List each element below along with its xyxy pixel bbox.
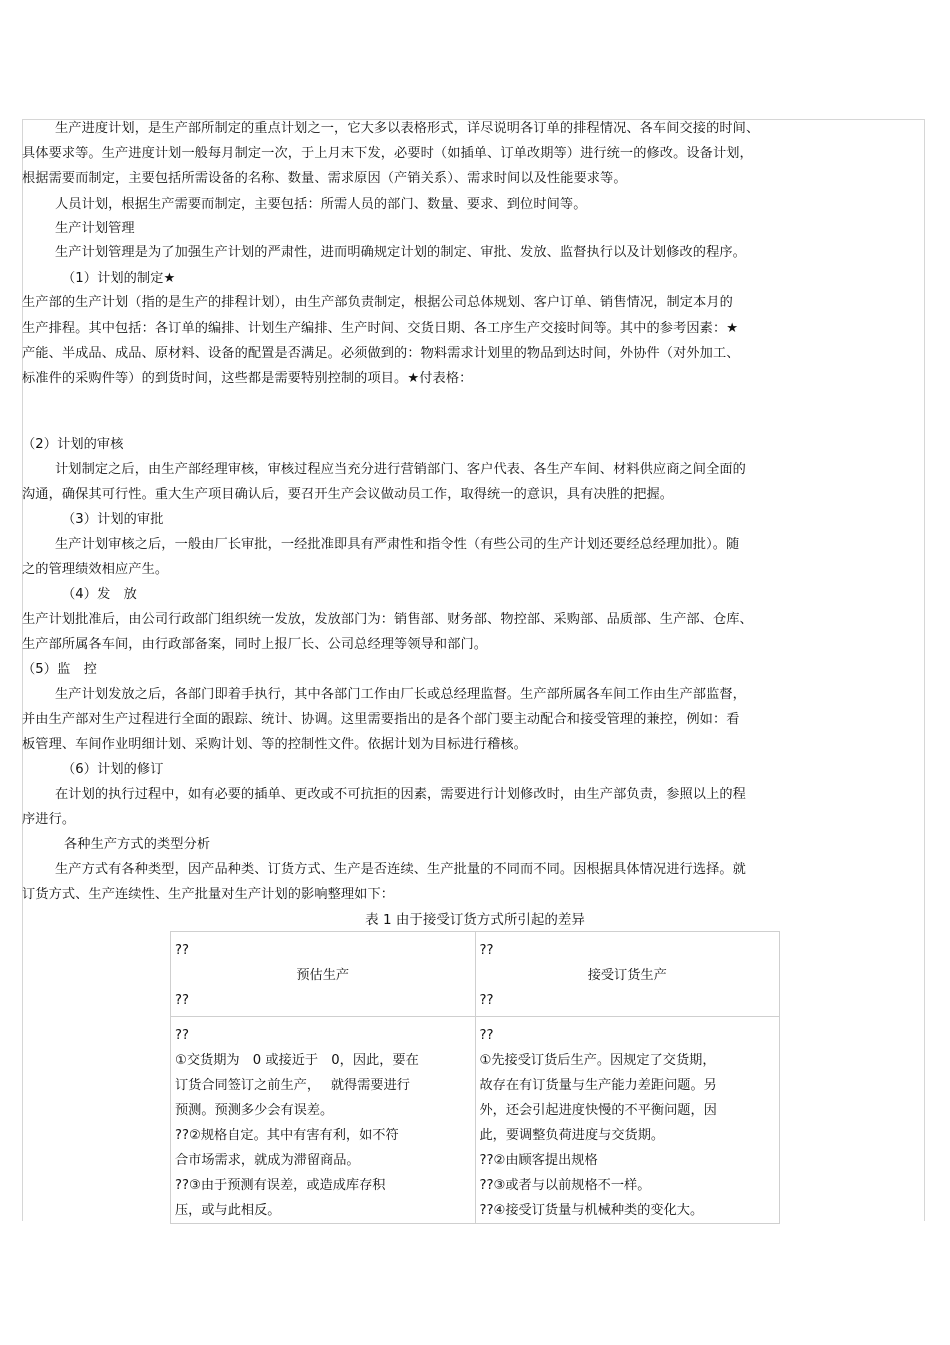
header-label-forecast: 预估生产 — [296, 968, 350, 983]
body-cell-order — [475, 1017, 780, 1224]
text-line: 产能、半成品、成品、原材料、设备的配置是否满足。必须做到的：物料需求计划里的物品到达时间，外协件（对外加工、 — [22, 346, 740, 361]
text-line: 生产部的生产计划（指的是生产的排程计划），由生产部负责制定，根据公司总体规划、客户订单、销售情况，制定本月的 — [22, 295, 733, 310]
cell-line: ?? — [479, 1028, 494, 1043]
header-mark-top: ?? — [479, 943, 494, 958]
cell-line: ①先接受订货后生产。因规定了交货期， — [479, 1053, 716, 1068]
text-line: （4）发 放 — [62, 587, 137, 602]
table-header-row — [171, 932, 780, 1017]
text-line: 生产排程。其中包括：各订单的编排、计划生产编排、生产时间、交货日期、各工序生产交接时间等。其中的参考因素：★ — [22, 321, 739, 336]
cell-line: ??③或者与以前规格不一样。 — [479, 1178, 651, 1193]
header-mark-bottom: ?? — [175, 993, 189, 1008]
text-line: 计划制定之后，由生产部经理审核，审核过程应当充分进行营销部门、客户代表、各生产车间、材料供应商之间全面的 — [55, 462, 746, 477]
text-line: 标准件的采购件等）的到货时间，这些都是需要特别控制的项目。★付表格： — [22, 371, 473, 386]
cell-line: 订货合同签订之前生产， 就得需要进行 — [175, 1078, 410, 1093]
text-line: （3）计划的审批 — [62, 512, 164, 527]
cell-line: ??④接受订货量与机械种类的变化大。 — [479, 1203, 704, 1218]
text-line: 沟通，确保其可行性。重大生产项目确认后，要召开生产会议做动员工作，取得统一的意识，具有决胜的把握。 — [22, 487, 674, 502]
header-cell-forecast — [171, 932, 476, 1017]
header-mark-bottom: ?? — [479, 993, 494, 1008]
cell-line: 合市场需求，就成为滞留商品。 — [175, 1153, 360, 1168]
text-line: 板管理、车间作业明细计划、采购计划、等的控制性文件。依据计划为目标进行稽核。 — [22, 737, 527, 752]
cell-line: 外，还会引起进度快慢的不平衡问题，因 — [479, 1103, 717, 1118]
text-line: 生产计划管理是为了加强生产计划的严肃性，进而明确规定计划的制定、审批、发放、监督执行以及计划修改的程序。 — [55, 245, 746, 260]
text-line: （5）监 控 — [22, 662, 97, 677]
text-line: 具体要求等。生产进度计划一般每月制定一次，于上月末下发，必要时（如插单、订单改期等）进行统一的修改。设备计划， — [22, 146, 753, 161]
text-line: （6）计划的修订 — [62, 762, 164, 777]
text-line: 之的管理绩效相应产生。 — [22, 562, 169, 577]
body-cell-forecast — [171, 1017, 476, 1224]
header-mark-top: ?? — [175, 943, 189, 958]
cell-line: 故存在有订货量与生产能力差距问题。另 — [479, 1078, 717, 1093]
cell-line: 预测。预测多少会有误差。 — [175, 1103, 334, 1118]
cell-line: ?? — [175, 1028, 189, 1043]
cell-line: 此，要调整负荷进度与交货期。 — [479, 1128, 665, 1143]
text-line: 生产计划批准后，由公司行政部门组织统一发放，发放部门为：销售部、财务部、物控部、采购部、品质部、生产部、仓库、 — [22, 612, 753, 627]
text-line: 生产计划发放之后，各部门即着手执行，其中各部门工作由厂长或总经理监督。生产部所属各车间工作由生产部监督， — [55, 687, 746, 702]
table-body-row — [171, 1017, 780, 1224]
text-line: 生产计划审核之后，一般由厂长审批，一经批准即具有严肃性和指令性（有些公司的生产计划还要经总经理加批）。随 — [55, 537, 740, 552]
text-line: 序进行。 — [22, 812, 76, 827]
cell-line: ①交货期为 0 或接近于 0，因此，要在 — [175, 1053, 419, 1068]
text-line: 在计划的执行过程中，如有必要的插单、更改或不可抗拒的因素，需要进行计划修改时，由生产部负责，参照以上的程 — [55, 787, 746, 802]
text-line: 订货方式、生产连续性、生产批量对生产计划的影响整理如下： — [22, 887, 395, 902]
text-line: 并由生产部对生产过程进行全面的跟踪、统计、协调。这里需要指出的是各个部门要主动配合和接受管理的兼控，例如：看 — [22, 712, 740, 727]
text-line: 生产计划管理 — [55, 221, 135, 236]
text-line: 生产进度计划，是生产部所制定的重点计划之一，它大多以表格形式，详尽说明各订单的排程情况、各车间交接的时间、 — [55, 121, 760, 136]
cell-line: ??②由顾客提出规格 — [479, 1153, 598, 1168]
order-method-table — [170, 931, 780, 1224]
text-line: （1）计划的制定★ — [62, 271, 176, 286]
text-line: 生产部所属各车间，由行政部备案，同时上报厂长、公司总经理等领导和部门。 — [22, 637, 488, 652]
text-line: 生产方式有各种类型，因产品种类、订货方式、生产是否连续、生产批量的不同而不同。因根据具体情况进行选择。就 — [55, 862, 746, 877]
text-line: 人员计划，根据生产需要而制定，主要包括：所需人员的部门、数量、要求、到位时间等。 — [55, 197, 587, 212]
table-caption: 表 1 由于接受订货方式所引起的差异 — [365, 912, 585, 928]
cell-line: ??③由于预测有误差，或造成库存积 — [175, 1178, 386, 1193]
text-line: 根据需要而制定，主要包括所需设备的名称、数量、需求原因（产销关系）、需求时间以及性能要求等。 — [22, 171, 627, 186]
text-line: （2）计划的审核 — [22, 437, 124, 452]
cell-line: 压，或与此相反。 — [175, 1203, 281, 1218]
text-line: 各种生产方式的类型分析 — [64, 837, 211, 852]
header-cell-order — [475, 932, 780, 1017]
header-label-order: 接受订货生产 — [587, 968, 667, 983]
cell-line: ??②规格自定。其中有害有利，如不符 — [175, 1128, 399, 1143]
